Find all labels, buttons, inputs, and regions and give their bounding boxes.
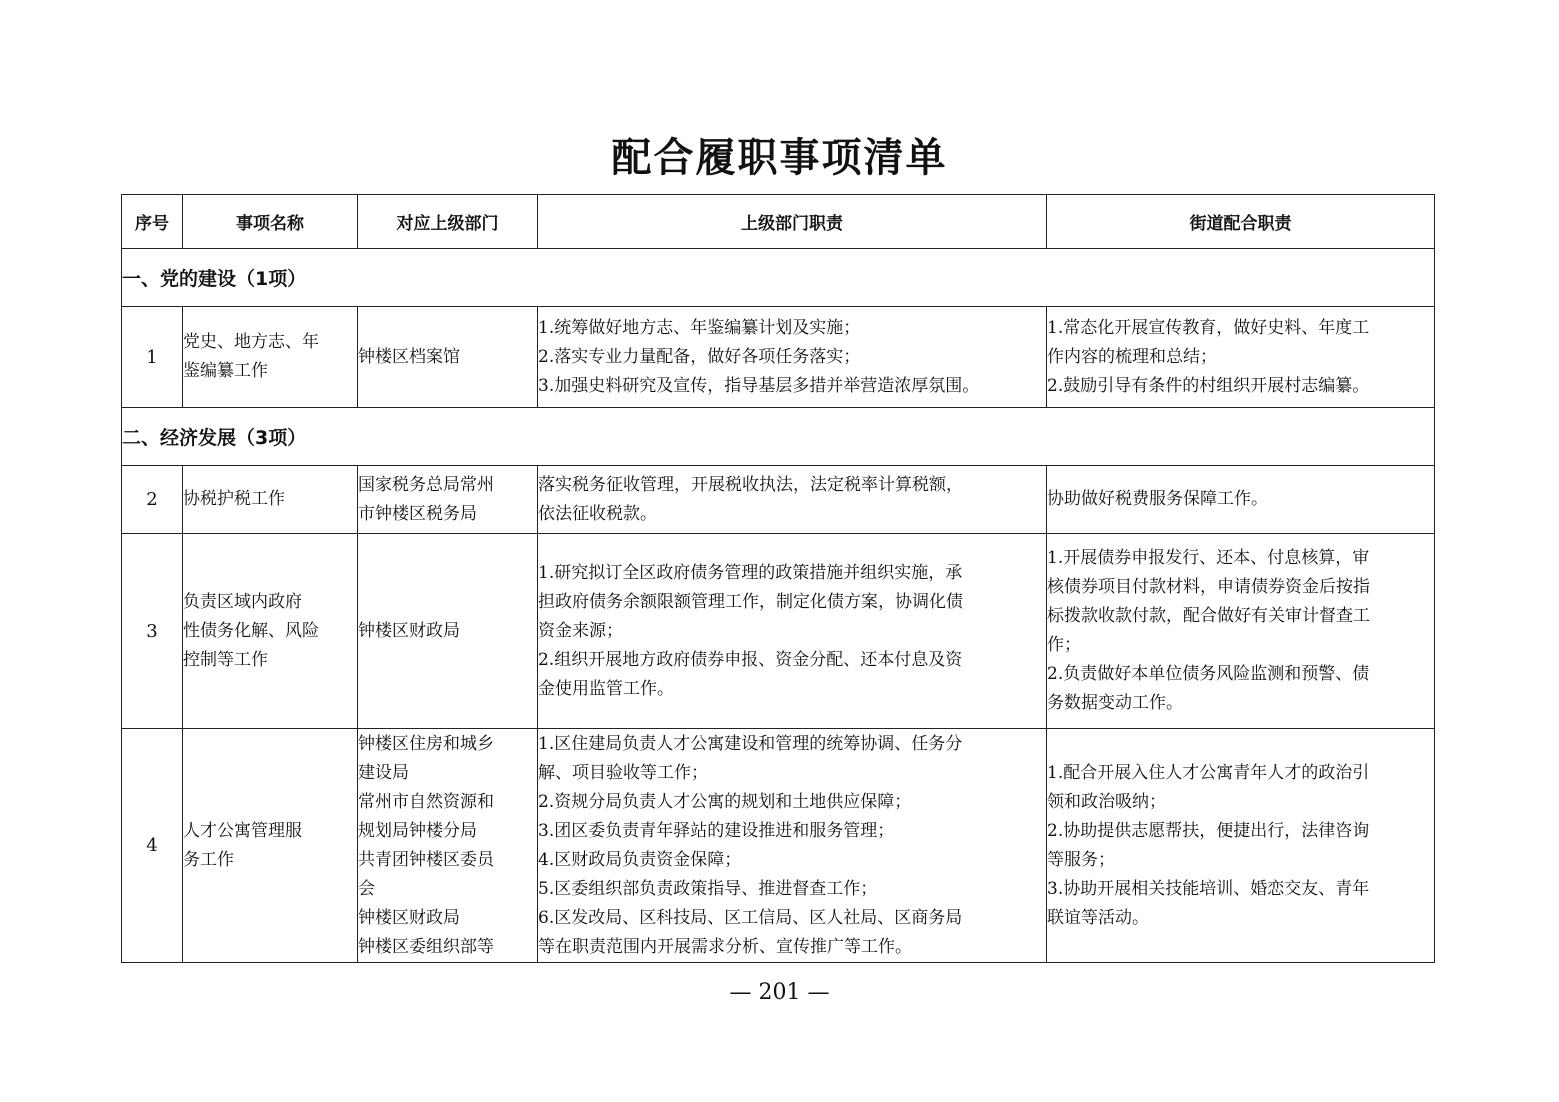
- page-title: 配合履职事项清单: [611, 135, 948, 181]
- upper-duty: 1.研究拟订全区政府债务管理的政策措施并组织实施，承 担政府债务余额限额管理工作，制定化债方案，协调化债 资金来源； 2.组织开展地方政府债券申报、资金分配、还本付息及资 金使用监管工作。: [538, 534, 1047, 729]
- street-duty: 1.配合开展入住人才公寓青年人才的政治引 领和政治吸纳； 2.协助提供志愿帮扶，便捷出行，法律咨询 等服务； 3.协助开展相关技能培训、婚恋交友、青年 联谊等活动。: [1047, 729, 1435, 963]
- item-name: 党史、地方志、年 鉴编纂工作: [183, 307, 358, 408]
- street-duty: 协助做好税费服务保障工作。: [1047, 466, 1435, 534]
- section-row: [122, 249, 1435, 307]
- item-name: 人才公寓管理服 务工作: [183, 729, 358, 963]
- header-dept: 对应上级部门: [358, 195, 538, 249]
- upper-duty: 1.统筹做好地方志、年鉴编纂计划及实施； 2.落实专业力量配备，做好各项任务落实； 3.加强史料研究及宣传，指导基层多措并举营造浓厚氛围。: [538, 307, 1047, 408]
- upper-duty: 1.区住建局负责人才公寓建设和管理的统筹协调、任务分 解、项目验收等工作； 2.资规分局负责人才公寓的规划和土地供应保障； 3.团区委负责青年驿站的建设推进和服务管理； 4.区财政局负责资金保障； 5.区委组织部负责政策指导、推进督查工作； 6.区发改局、区科技局、区工信局、区人社局、区商务局 等在职责范围内开展需求分析、宣传推广等工作。: [538, 729, 1047, 963]
- row-number: 2: [122, 466, 183, 534]
- header-upper-duty: 上级部门职责: [538, 195, 1047, 249]
- row-number: 3: [122, 534, 183, 729]
- row-number: 4: [122, 729, 183, 963]
- table-header-row: [122, 195, 1435, 249]
- table-row: [122, 466, 1435, 534]
- item-name: 协税护税工作: [183, 466, 358, 534]
- dept: 钟楼区档案馆: [358, 307, 538, 408]
- section-heading: 一、党的建设（1项）: [122, 249, 1435, 307]
- duty-table: [121, 194, 1435, 963]
- table-row: [122, 729, 1435, 963]
- row-number: 1: [122, 307, 183, 408]
- dept: 国家税务总局常州 市钟楼区税务局: [358, 466, 538, 534]
- page-number: — 201 —: [729, 980, 830, 1005]
- dept: 钟楼区财政局: [358, 534, 538, 729]
- table-row: [122, 534, 1435, 729]
- street-duty: 1.常态化开展宣传教育，做好史料、年度工 作内容的梳理和总结； 2.鼓励引导有条件的村组织开展村志编纂。: [1047, 307, 1435, 408]
- section-row: [122, 408, 1435, 466]
- section-heading: 二、经济发展（3项）: [122, 408, 1435, 466]
- street-duty: 1.开展债券申报发行、还本、付息核算，审 核债券项目付款材料，申请债券资金后按指 标拨款收款付款，配合做好有关审计督查工 作； 2.负责做好本单位债务风险监测和预警、债 务数据变动工作。: [1047, 534, 1435, 729]
- upper-duty: 落实税务征收管理，开展税收执法，法定税率计算税额， 依法征收税款。: [538, 466, 1047, 534]
- header-no: 序号: [122, 195, 183, 249]
- header-street-duty: 街道配合职责: [1047, 195, 1435, 249]
- header-item: 事项名称: [183, 195, 358, 249]
- dept: 钟楼区住房和城乡 建设局 常州市自然资源和 规划局钟楼分局 共青团钟楼区委员 会 钟楼区财政局 钟楼区委组织部等: [358, 729, 538, 963]
- table-row: [122, 307, 1435, 408]
- item-name: 负责区域内政府 性债务化解、风险 控制等工作: [183, 534, 358, 729]
